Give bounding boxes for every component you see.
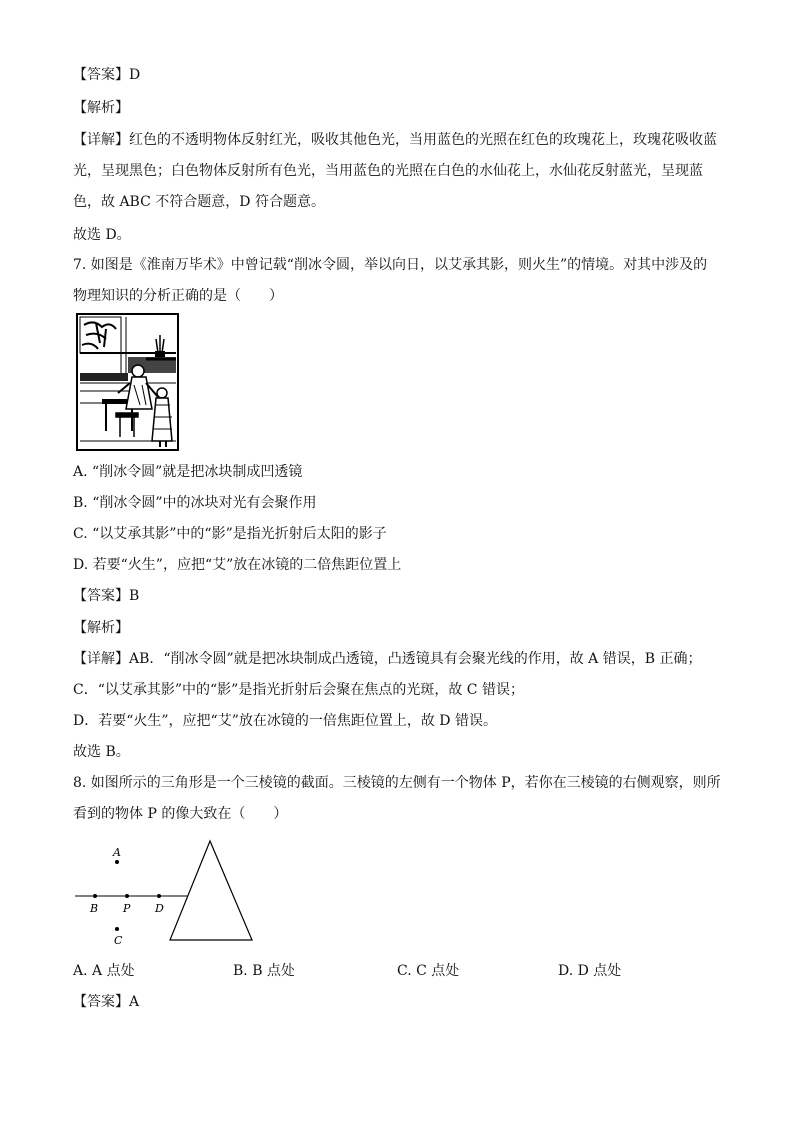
point-b [93, 894, 97, 898]
label-a: A [113, 846, 121, 859]
q7-analysis-tag: 【解析】 [73, 620, 129, 636]
answer-tag: 【答案】 [73, 588, 129, 604]
label-p: P [123, 902, 131, 915]
q6-analysis-tag: 【解析】 [73, 100, 129, 116]
q7-option-c: C. “以艾承其影”中的“影”是指光折射后太阳的影子 [73, 526, 387, 542]
q7-option-d: D. 若要“火生”，应把“艾”放在冰镜的二倍焦距位置上 [73, 557, 402, 573]
label-c: C [114, 934, 123, 947]
q7-conclusion: 故选 B。 [73, 744, 130, 760]
point-c [115, 927, 119, 931]
q7-detail-line-2: C．“以艾承其影”中的“影”是指光折射后会聚在焦点的光斑，故 C 错误； [73, 682, 524, 698]
q6-detail-line-2: 光，呈现黑色；白色物体反射所有色光，当用蓝色的光照在白色的水仙花上，水仙花反射蓝光，呈现蓝 [73, 163, 703, 179]
q8-option-d: D. D 点处 [558, 963, 622, 979]
q6-conclusion: 故选 D。 [73, 227, 131, 243]
point-p [125, 894, 129, 898]
detail-tag: 【详解】 [73, 651, 129, 667]
point-d [157, 894, 161, 898]
q7-stem-line-2: 物理知识的分析正确的是（ ） [73, 288, 283, 304]
q7-detail-line-1 [73, 649, 701, 669]
q8-option-b: B. B 点处 [233, 963, 295, 979]
q8-stem-line-1: 8. 如图所示的三角形是一个三棱镜的截面。三棱镜的左侧有一个物体 P，若你在三棱镜的右侧观察，则所 [73, 775, 721, 791]
detail-tag: 【详解】 [73, 132, 129, 148]
answer-value: A [129, 994, 140, 1010]
prism-triangle [170, 841, 252, 940]
label-b: B [90, 902, 99, 915]
answer-tag: 【答案】 [73, 994, 129, 1010]
point-a [115, 860, 119, 864]
q6-answer-line [73, 65, 140, 85]
q7-detail-line-3: D．若要“火生”，应把“艾”放在冰镜的一倍焦距位置上，故 D 错误。 [73, 713, 497, 729]
q7-answer-line [73, 586, 139, 606]
q7-stem-line-1: 7. 如图是《淮南万毕术》中曾记载“削冰令圆，举以向日，以艾承其影，则火生”的情境。对其中涉及的 [73, 257, 708, 273]
answer-tag: 【答案】 [73, 67, 129, 83]
woodcut-illustration [76, 313, 179, 451]
detail-text: 红色的不透明物体反射红光，吸收其他色光，当用蓝色的光照在红色的玫瑰花上，玫瑰花吸收蓝 [129, 132, 717, 148]
detail-text: AB．“削冰令圆”就是把冰块制成凸透镜，凸透镜具有会聚光线的作用，故 A 错误，B 正确； [129, 651, 702, 667]
q6-detail-line-1 [73, 130, 717, 150]
answer-value: B [129, 588, 140, 604]
answer-value: D [129, 67, 141, 83]
q8-option-a: A. A 点处 [73, 963, 135, 979]
q6-detail-line-3: 色，故 ABC 不符合题意，D 符合题意。 [73, 194, 325, 210]
prism-diagram [70, 838, 270, 953]
q8-option-c: C. C 点处 [397, 963, 460, 979]
q7-option-a: A. “削冰令圆”就是把冰块制成凹透镜 [73, 464, 303, 480]
label-d: D [155, 902, 164, 915]
q8-answer-line [73, 992, 139, 1012]
q7-option-b: B. “削冰令圆”中的冰块对光有会聚作用 [73, 495, 317, 511]
q8-stem-line-2: 看到的物体 P 的像大致在（ ） [73, 806, 288, 822]
